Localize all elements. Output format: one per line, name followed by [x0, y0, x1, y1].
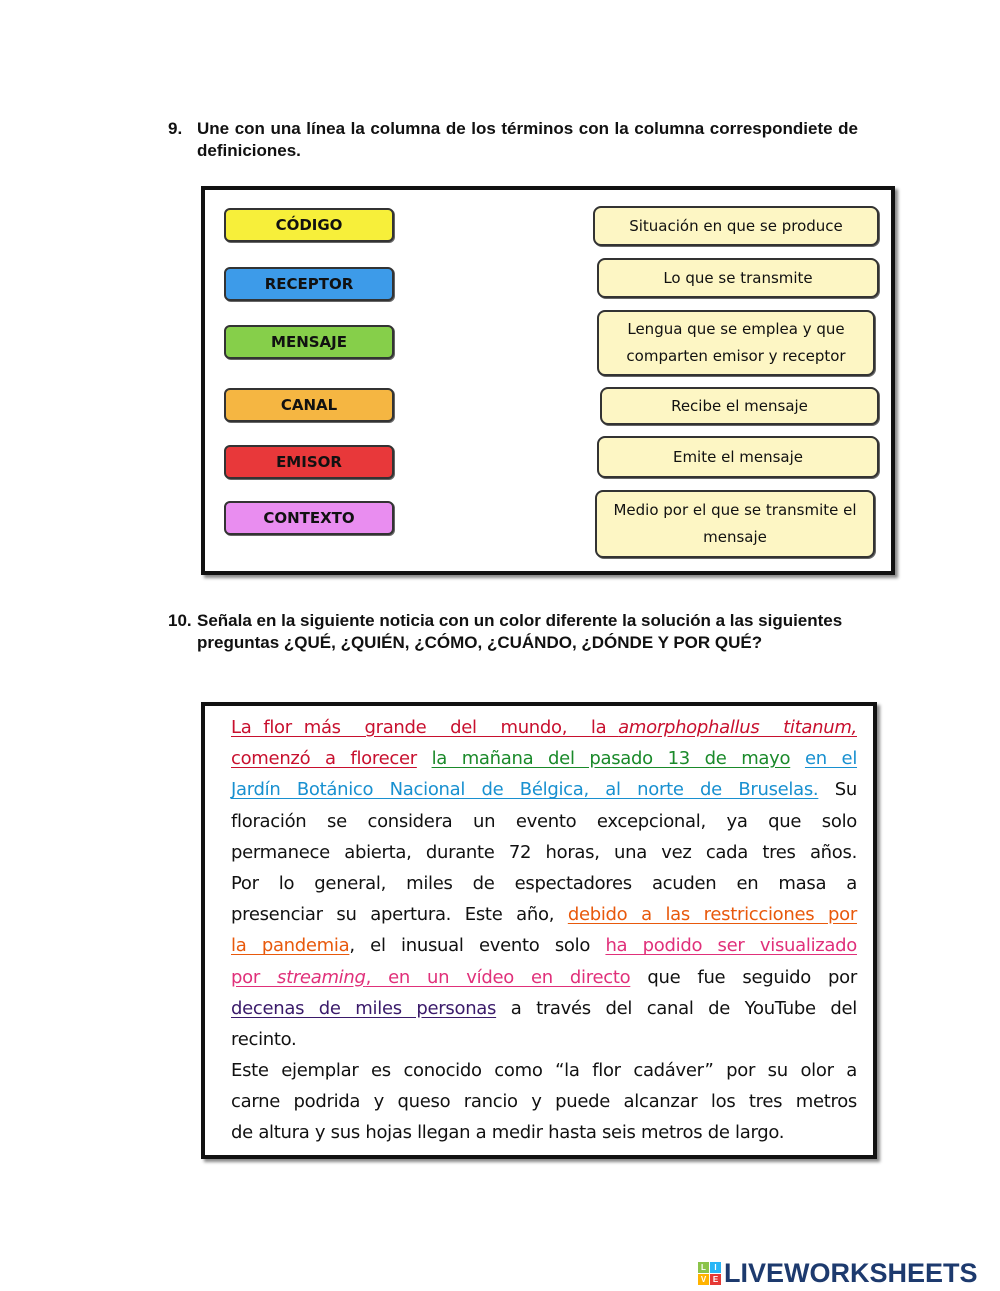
logo-tile: L [698, 1262, 709, 1273]
term-contexto[interactable]: CONTEXTO [224, 501, 394, 535]
term-codigo[interactable]: CÓDIGO [224, 208, 394, 242]
text-segment: presenciar su apertura. Este año, [231, 904, 568, 926]
news-line [231, 1117, 857, 1148]
news-line [231, 712, 857, 743]
question-number: 9. [168, 119, 183, 138]
news-line [231, 930, 857, 961]
text-segment: floración se considera un evento excepcional, ya que solo [231, 810, 857, 832]
news-line [231, 743, 857, 774]
text-segment: Este ejemplar es conocido como “la flor cadáver” por su olor a [231, 1060, 857, 1082]
highlighted-phrase[interactable]: decenas de miles personas [231, 997, 497, 1019]
definition-medio[interactable]: Medio por el que se transmite el mensaje [595, 490, 875, 558]
term-emisor[interactable]: EMISOR [224, 445, 394, 479]
news-article-box [201, 702, 877, 1159]
logo-text: LIVEWORKSHEETS [724, 1258, 978, 1288]
question-text: Une con una línea la columna de los términos con la columna correspondiete de definiciones. [197, 119, 858, 160]
term-canal[interactable]: CANAL [224, 388, 394, 422]
news-line [231, 1086, 857, 1117]
news-article-text[interactable] [231, 712, 857, 1149]
news-line [231, 774, 857, 805]
term-mensaje[interactable]: MENSAJE [224, 325, 394, 359]
news-line [231, 993, 857, 1024]
logo-tile: V [698, 1274, 709, 1285]
question-10 [168, 610, 858, 654]
text-segment: carne podrida y queso rancio y puede alcanzar los tres metros [231, 1091, 857, 1113]
news-line [231, 806, 857, 837]
logo-tile: I [710, 1262, 721, 1273]
highlighted-phrase[interactable]: comenzó a florecer [231, 748, 417, 770]
highlighted-phrase[interactable]: en el [804, 748, 858, 770]
text-segment: de altura y sus hojas llegan a medir hasta seis metros de largo. [231, 1122, 785, 1144]
highlighted-phrase[interactable]: Jardín Botánico Nacional de Bélgica, al norte de Bruselas. [231, 779, 819, 801]
definition-recibe[interactable]: Recibe el mensaje [600, 387, 879, 425]
highlighted-phrase[interactable]: debido a las restricciones por [567, 904, 857, 926]
text-segment: , el inusual evento solo [349, 935, 606, 957]
highlighted-phrase[interactable]: , en un vídeo en directo [365, 966, 631, 988]
matching-exercise [201, 186, 895, 575]
definition-lo-que-se-transmite[interactable]: Lo que se transmite [597, 258, 879, 298]
text-segment: recinto. [231, 1028, 297, 1050]
definition-emite[interactable]: Emite el mensaje [597, 436, 879, 478]
text-segment: a través del canal de YouTube del [496, 997, 857, 1019]
news-line [231, 868, 857, 899]
text-segment: permanece abierta, durante 72 horas, una vez cada tres años. [231, 841, 857, 863]
news-line [231, 962, 857, 993]
term-receptor[interactable]: RECEPTOR [224, 267, 394, 301]
highlighted-phrase[interactable]: la mañana del pasado 13 de mayo [431, 748, 791, 770]
logo-tile: E [710, 1274, 721, 1285]
news-line [231, 899, 857, 930]
text-segment: Su [818, 779, 858, 801]
question-9 [168, 118, 858, 162]
definition-situacion[interactable]: Situación en que se produce [593, 206, 879, 246]
news-line [231, 1055, 857, 1086]
question-text: Señala en la siguiente noticia con un color diferente la solución a las siguientes preguntas ¿QUÉ, ¿QUIÉN, ¿CÓMO, ¿CUÁNDO, ¿DÓNDE Y POR QUÉ? [197, 611, 843, 652]
news-line [231, 1024, 857, 1055]
highlighted-phrase[interactable]: amorphophallus titanum, [618, 717, 857, 738]
liveworksheets-logo [698, 1258, 978, 1289]
highlighted-phrase[interactable]: La flor más grande del mundo, la [231, 717, 619, 738]
text-segment: Por lo general, miles de espectadores acuden en masa a [231, 872, 857, 894]
definition-lengua[interactable]: Lengua que se emplea y que comparten emisor y receptor [597, 310, 875, 376]
question-number: 10. [168, 611, 192, 630]
news-line [231, 837, 857, 868]
highlighted-phrase[interactable]: streaming [277, 966, 366, 988]
highlighted-phrase[interactable]: ha podido ser visualizado [605, 935, 857, 957]
highlighted-phrase[interactable]: la pandemia [231, 935, 350, 957]
highlighted-phrase[interactable]: por [231, 966, 277, 988]
text-segment [790, 748, 805, 769]
text-segment [417, 748, 432, 769]
logo-tiles-icon [698, 1262, 721, 1285]
text-segment: que fue seguido por [630, 966, 857, 988]
